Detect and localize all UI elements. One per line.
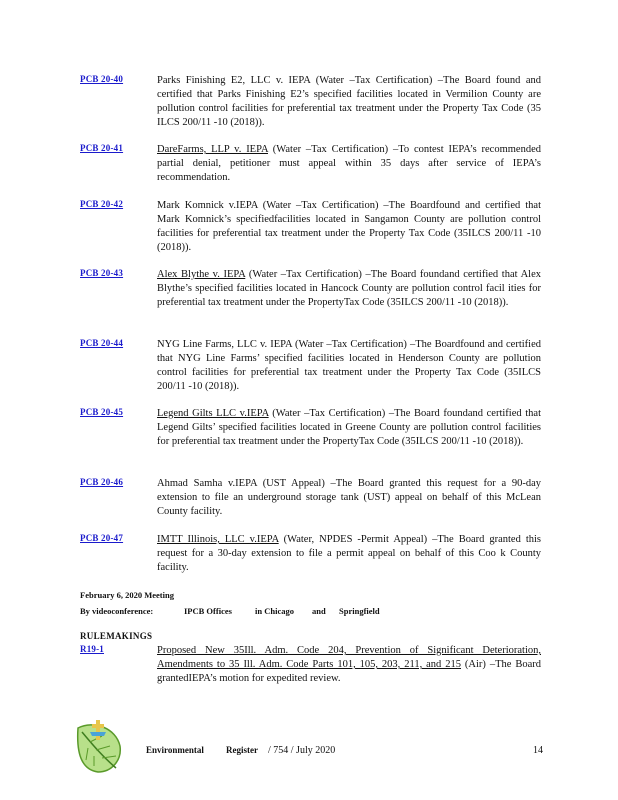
case-description [157, 199, 541, 255]
case-description [157, 533, 541, 575]
case-summary: NYG Line Farms, LLC v. IEPA (Water –Tax Certification) –The Boardfound and certified that NYG Line Farms’ specified facilities located in Henderson County are pollution control facilities for preferential tax treatment under the Property Tax Code (35ILCS 200/11 -10 (2018)). [157, 339, 541, 392]
case-summary: (Water –Tax Certification) –The Board foundand certified that Alex Blythe’s specified facilities located in Hancock County are pollution control facil ities for preferential tax treatment under the PropertyTax Code (35ILCS 200/11 -10 (2018)). [157, 269, 541, 308]
rulemaking-rest: (Air) –The Board grantedIEPA’s motion for expedited review. [157, 659, 541, 684]
case-caption: IMTT Illinois, LLC v.IEPA [157, 534, 279, 545]
case-link[interactable]: PCB 20-40 [80, 74, 124, 84]
case-description [157, 338, 541, 394]
case-summary: (Water, NPDES -Permit Appeal) –The Board granted this request for a 30-day extension to file a permit appeal on behalf of this Coo k County facility. [157, 534, 541, 573]
section-heading-rulemakings: RULEMAKINGS [80, 631, 153, 641]
meeting-city-1: in Chicago [255, 606, 294, 616]
case-link[interactable]: PCB 20-42 [80, 199, 124, 209]
rulemaking-text [157, 644, 541, 686]
case-description [157, 74, 541, 130]
meeting-offices: IPCB Offices [184, 606, 232, 616]
case-summary: Parks Finishing E2, LLC v. IEPA (Water –Tax Certification) –The Board found and certified that Parks Finishing E2’s specified facilities located in Vermilion County are pollution control facilities for preferential tax treatment under the Property Tax Code (35 ILCS 200/11 -10 (2018)). [157, 75, 541, 128]
footer-label-register: Register [226, 745, 258, 755]
case-summary: (Water –Tax Certification) –To contest IEPA’s recommended partial denial, petitioner must appeal within 35 days after service of IEPA’s recommendation. [157, 144, 541, 183]
case-link[interactable]: PCB 20-45 [80, 407, 124, 417]
case-link-r19-1[interactable]: R19-1 [80, 644, 104, 654]
meeting-date: February 6, 2020 Meeting [80, 590, 174, 600]
meeting-and: and [312, 606, 326, 616]
case-description [157, 407, 541, 449]
case-link[interactable]: PCB 20-46 [80, 477, 124, 487]
case-link[interactable]: PCB 20-44 [80, 338, 124, 348]
register-leaf-logo-icon [72, 718, 124, 774]
case-description [157, 477, 541, 519]
page-footer [0, 718, 618, 778]
case-caption: Alex Blythe v. IEPA [157, 269, 246, 280]
rulemaking-title: Proposed New 35Ill. Adm. Code 204, Prevention of Significant Deterioration, Amendments to 35 Ill. Adm. Code Parts 101, 105, 203, 211, and 215 [157, 645, 541, 670]
case-link[interactable]: PCB 20-41 [80, 143, 124, 153]
case-description [157, 143, 541, 185]
case-link[interactable]: PCB 20-43 [80, 268, 124, 278]
footer-issue: / 754 / July 2020 [268, 745, 336, 756]
case-caption: DareFarms, LLP v. IEPA [157, 144, 268, 155]
case-caption: Legend Gilts LLC v.IEPA [157, 408, 269, 419]
case-link[interactable]: PCB 20-47 [80, 533, 124, 543]
case-description [157, 268, 541, 310]
page-number: 14 [533, 745, 543, 756]
meeting-city-2: Springfield [339, 606, 380, 616]
case-summary: Ahmad Samha v.IEPA (UST Appeal) –The Board granted this request for a 90-day extension to file an underground storage tank (UST) appeal on behalf of this McLean County facility. [157, 478, 541, 517]
case-summary: Mark Komnick v.IEPA (Water –Tax Certification) –The Boardfound and certified that Mark Komnick’s specifiedfacilities located in Sangamon County are pollution control facilities for preferential tax treatment under the Property Tax Code (35ILCS 200/11 -10 (2018)). [157, 200, 541, 253]
case-summary: (Water –Tax Certification) –The Board foundand certified that Legend Gilts’ specified facilities located in Greene County are pollution control facilities for preferential tax treatment under the PropertyTax Code (35ILCS 200/11 -10 (2018)). [157, 408, 541, 447]
footer-label-environmental: Environmental [146, 745, 204, 755]
meeting-by: By videoconference: [80, 606, 154, 616]
